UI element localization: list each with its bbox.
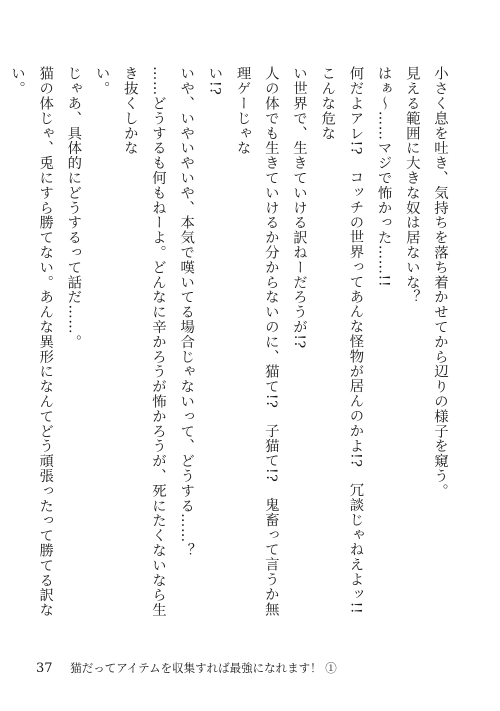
body-line: 見える範囲に大きな奴は居ないな？	[403, 66, 420, 305]
body-line	[0, 66, 3, 626]
page-footer	[36, 660, 337, 676]
body-line: ……どうするも何もねーよ。どんなに辛かろうが怖かろうが、死にたくないなら生き抜くしかな	[121, 66, 166, 618]
body-line: 猫の体じゃ、兎にすら勝てない。あんな異形になんてどう頑張ったって勝てる訳ない。	[8, 66, 54, 618]
body-line: 人の体でも生きていけるか分からないのに、猫て!? 子猫て!? 鬼畜って言うか無理ゲーじゃな	[234, 66, 279, 617]
body-line: い!?	[206, 66, 223, 96]
body-line: い世界で、生きていける訳ねーだろうが!?	[290, 66, 307, 349]
body-line: 何だよアレ!? コッチの世界ってあんな怪物が居んのかよ!? 冗談じゃねえよッ!! こんな危な	[319, 66, 364, 630]
body-text	[8, 66, 454, 630]
body-line: はぁ〜……マジで怖かった……!!	[375, 66, 392, 288]
book-title: 猫だってアイテムを収集すれば最強になれます！ ①	[70, 661, 337, 675]
body-line: 小さく息を吐き、気持ちを落ち着かせてから辺りの様子を窺う。	[432, 66, 448, 499]
body-line: いや、いやいやいや、本気で嘆いてる場合じゃないって、どうする……？	[178, 66, 195, 558]
body-line: い。	[93, 66, 110, 96]
body-line: じゃあ、具体的にどうするって話だ……。	[65, 66, 82, 350]
page-number: 37	[36, 661, 53, 676]
